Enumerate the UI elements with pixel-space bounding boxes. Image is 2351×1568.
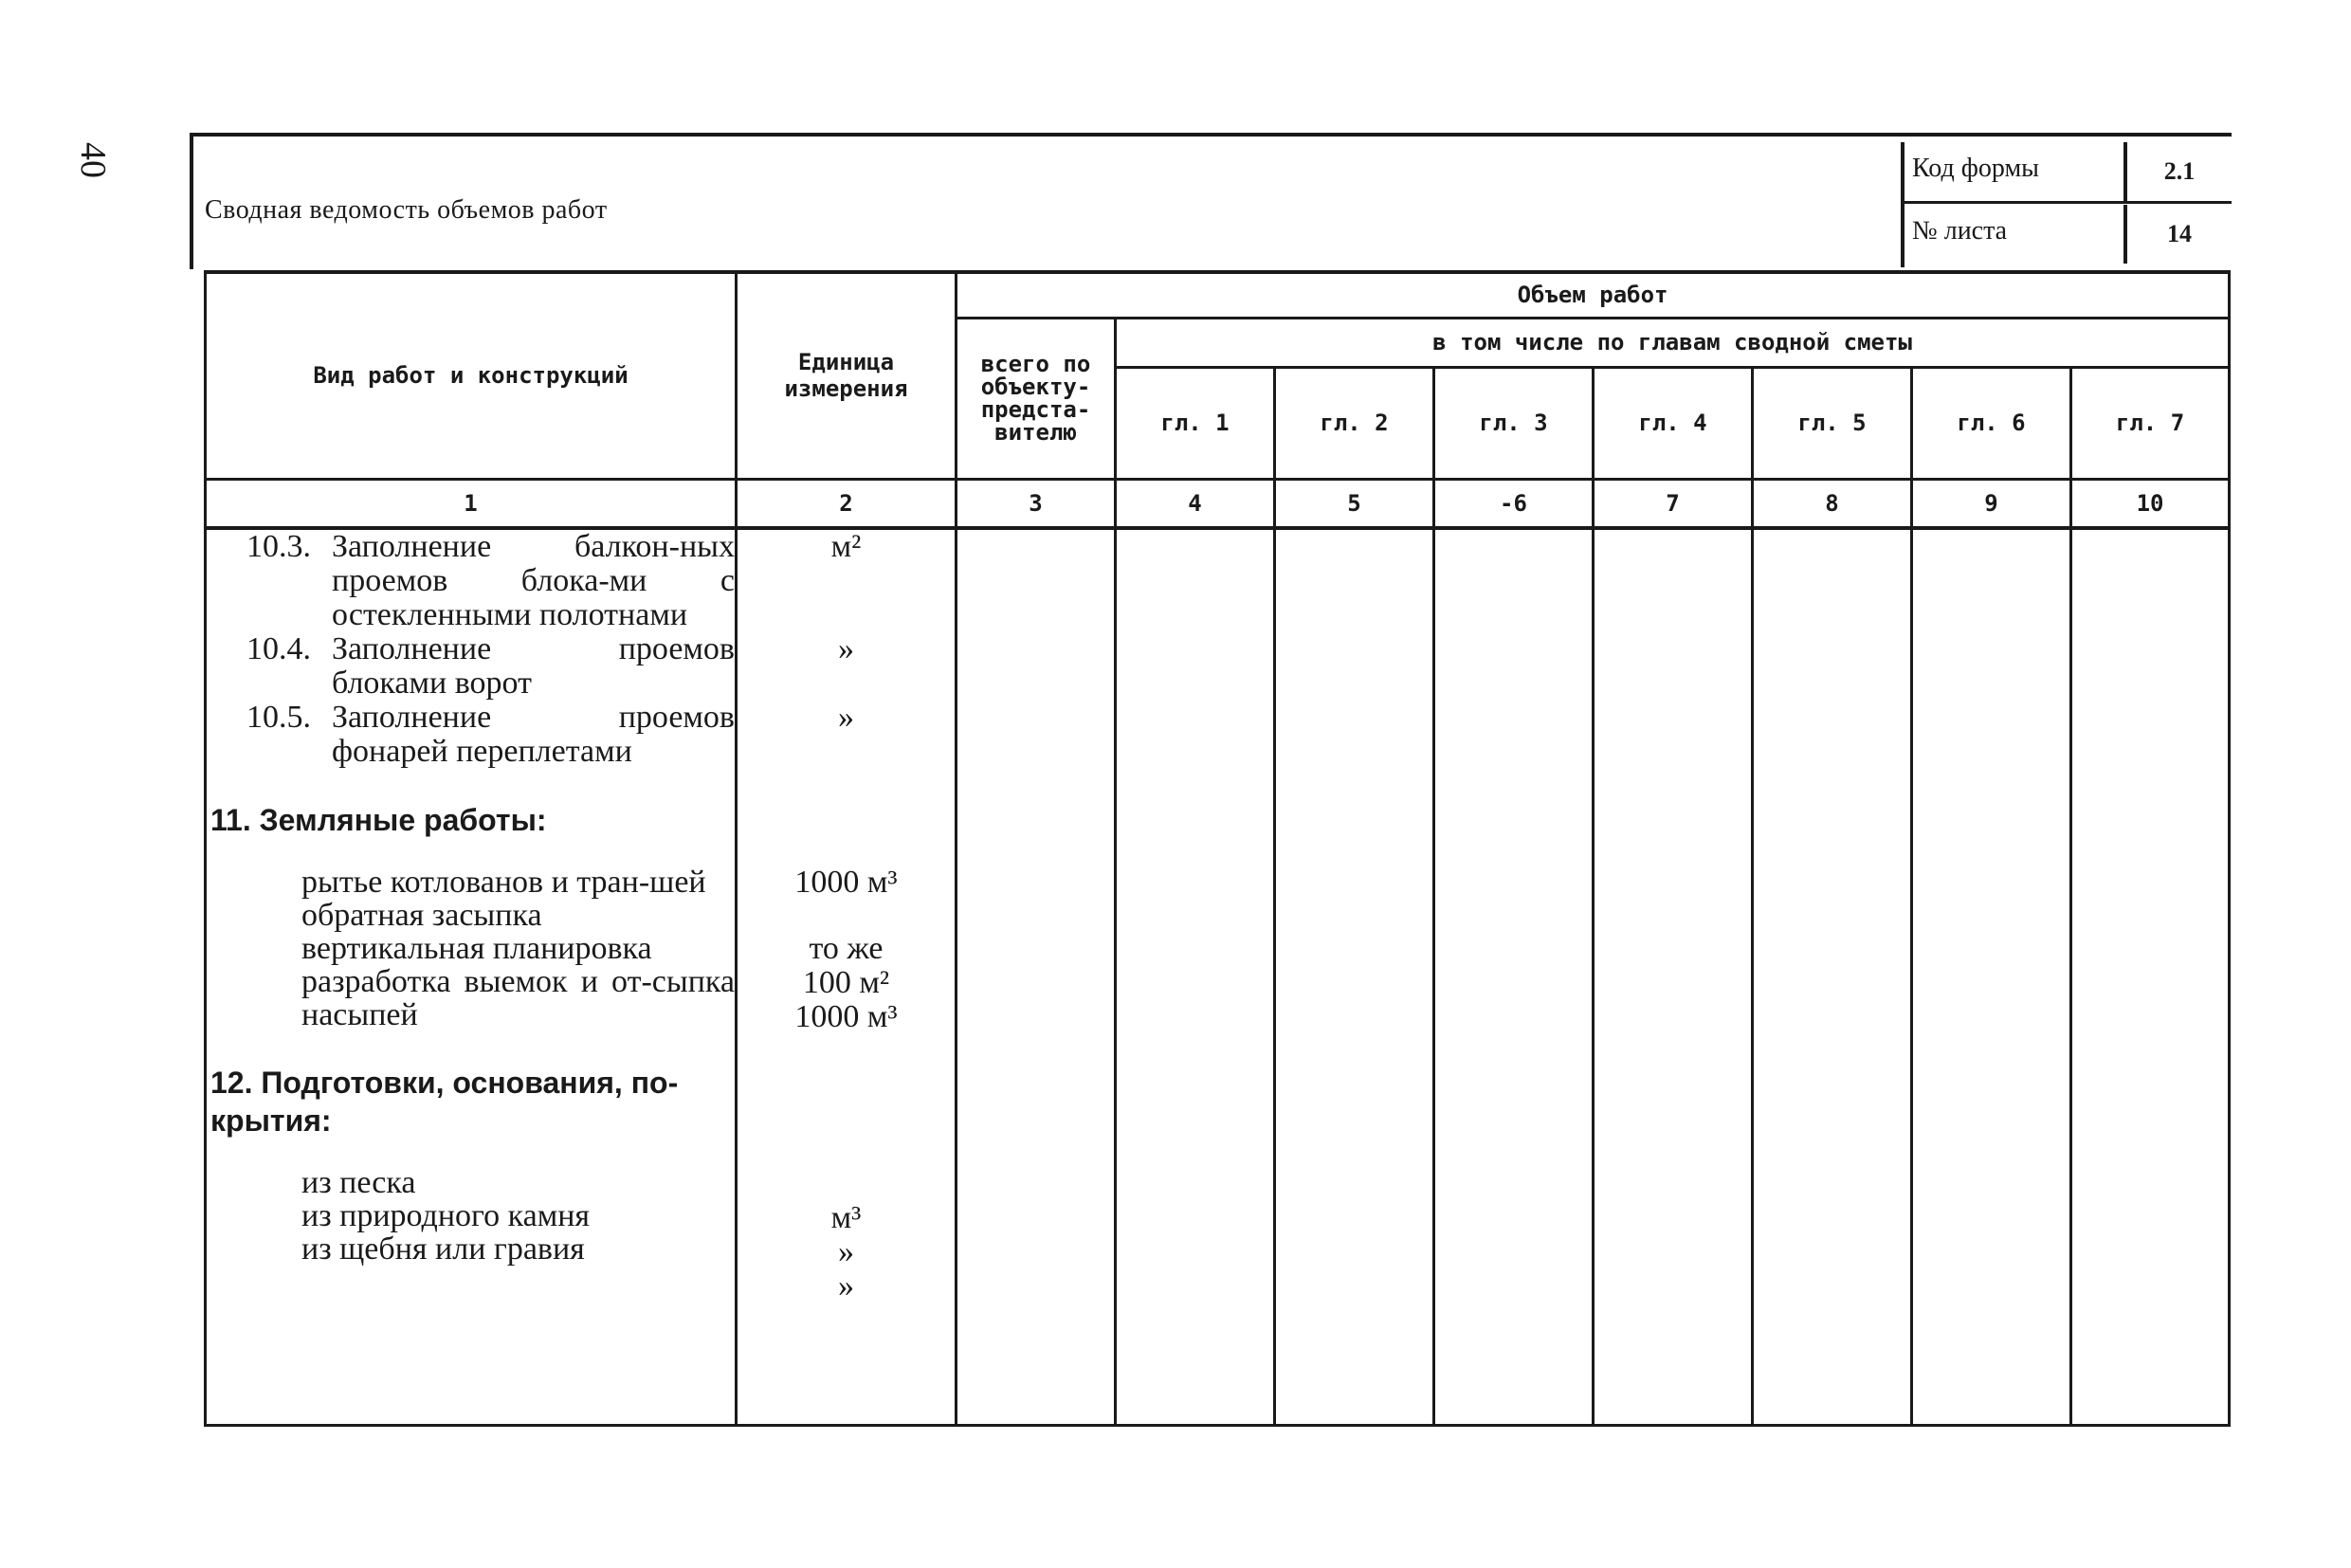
list-item: из щебня или гравия [301, 1231, 585, 1267]
header-total [957, 318, 1116, 479]
unit-value: 1000 м³ [794, 864, 898, 900]
list-item: рытье котлованов и тран-шей [301, 864, 706, 900]
form-header [190, 133, 2232, 269]
unit-value: » [838, 630, 854, 666]
list-item [207, 632, 735, 701]
unit-value: 100 м² [802, 964, 890, 1000]
unit-value: » [838, 1267, 854, 1304]
header-chapter-1: гл. 1 [1116, 367, 1275, 479]
section-heading: 12. Подготовки, основания, по-крытия: [210, 1065, 679, 1138]
chapter-2-cell[interactable] [1275, 528, 1434, 1426]
header-unit-line2: измерения [784, 375, 908, 403]
col-number-7: 7 [1594, 479, 1753, 528]
col-number-8: 8 [1753, 479, 1912, 528]
header-total-line4: вителю [994, 419, 1077, 446]
list-item: вертикальная планировка [301, 930, 652, 966]
form-code-box [1901, 142, 2232, 267]
total-cell[interactable] [957, 528, 1116, 1426]
header-total-line1: всего по [980, 351, 1091, 377]
header-chapter-4: гл. 4 [1594, 367, 1753, 479]
unit-cell [737, 528, 957, 1426]
header-chapters-caption: в том числе по главам сводной сметы [1116, 318, 2230, 367]
header-unit [737, 272, 957, 479]
col-number-5: 5 [1275, 479, 1434, 528]
list-item: обратная засыпка [301, 897, 542, 933]
chapter-4-cell[interactable] [1594, 528, 1753, 1426]
sheet-number-value: 14 [2123, 205, 2232, 264]
header-chapter-5: гл. 5 [1753, 367, 1912, 479]
header-chapter-3: гл. 3 [1434, 367, 1594, 479]
form-code-label: Код формы [1912, 154, 2039, 183]
list-item: из природного камня [301, 1197, 591, 1233]
document-title: Сводная ведомость объемов работ [205, 195, 608, 225]
header-total-line2: объекту- [980, 374, 1091, 400]
col-number-4: 4 [1116, 479, 1275, 528]
section-heading: 11. Земляные работы: [210, 802, 547, 837]
sheet-number-row [1904, 205, 2232, 264]
col-number-10: 10 [2071, 479, 2230, 528]
unit-value: то же [809, 930, 884, 966]
work-volume-table [204, 270, 2231, 1427]
header-unit-line1: Единица [797, 349, 895, 376]
item-number: 10.5. [246, 699, 311, 735]
chapter-5-cell[interactable] [1753, 528, 1912, 1426]
item-text: Заполнение проемов блоками ворот [332, 630, 735, 701]
header-volume: Объем работ [957, 272, 2230, 318]
header-total-line3: предста- [980, 396, 1091, 423]
chapter-1-cell[interactable] [1116, 528, 1275, 1426]
work-type-cell [206, 528, 737, 1426]
chapter-3-cell[interactable] [1434, 528, 1594, 1426]
chapter-7-cell[interactable] [2071, 528, 2230, 1426]
col-number-9: 9 [1912, 479, 2071, 528]
header-work-type: Вид работ и конструкций [206, 272, 737, 479]
list-item: из песка [301, 1164, 416, 1200]
item-number: 10.3. [246, 528, 311, 564]
unit-value: 1000 м³ [794, 998, 898, 1034]
form-code-row [1904, 142, 2232, 204]
col-number-2: 2 [737, 479, 957, 528]
item-text: Заполнение балкон-ных проемов блока-ми с остекленными полотнами [332, 528, 735, 632]
item-text: Заполнение проемов фонарей переплетами [332, 699, 735, 769]
col-number-3: 3 [957, 479, 1116, 528]
header-chapter-7: гл. 7 [2071, 367, 2230, 479]
unit-value: » [838, 1233, 854, 1269]
form-code-value: 2.1 [2123, 142, 2232, 201]
unit-value: » [838, 699, 854, 735]
sheet-number-label: № листа [1912, 216, 2008, 246]
col-number-1: 1 [206, 479, 737, 528]
list-item: разработка выемок и от-сыпка насыпей [301, 963, 735, 1032]
header-chapter-2: гл. 2 [1275, 367, 1434, 479]
col-number-6: -6 [1434, 479, 1594, 528]
list-item [207, 701, 735, 769]
item-number: 10.4. [246, 630, 311, 666]
list-item [207, 530, 735, 632]
unit-value: м² [830, 528, 862, 564]
header-chapter-6: гл. 6 [1912, 367, 2071, 479]
chapter-6-cell[interactable] [1912, 528, 2071, 1426]
page-number: 40 [73, 142, 113, 178]
unit-value: м³ [830, 1199, 862, 1235]
